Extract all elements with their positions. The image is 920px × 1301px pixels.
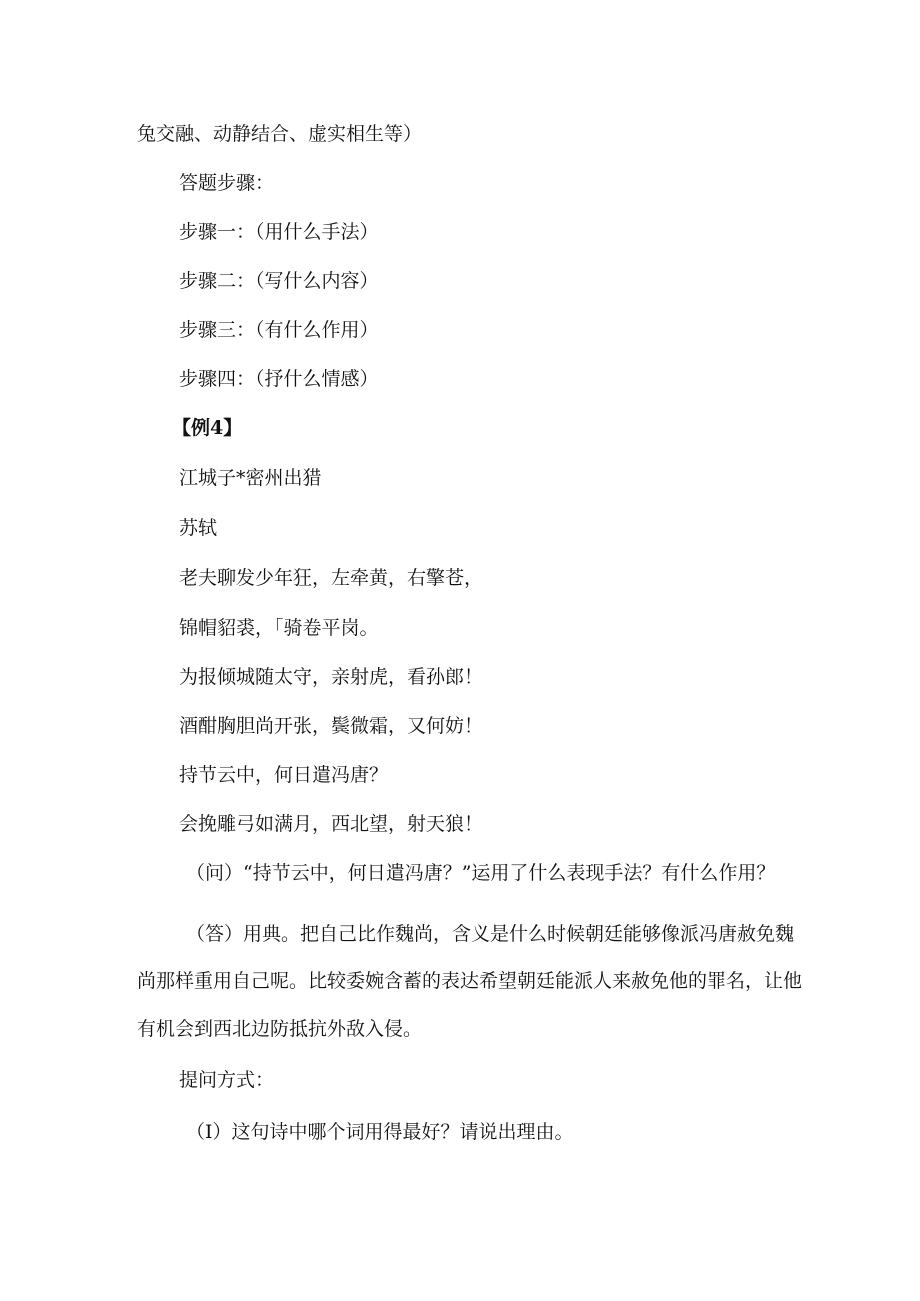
poem-line-4: 酒酣胸胆尚开张，鬓微霜，又何妨！ bbox=[179, 715, 484, 737]
ask-heading: 提问方式： bbox=[179, 1069, 275, 1091]
continuation-text: 兔交融、动静结合、虚实相生等） bbox=[137, 123, 423, 145]
answer-line-3: 有机会到西北边防抵抗外敌入侵。 bbox=[137, 1018, 423, 1040]
ask-item: （I）这句诗中哪个词用得最好？请说出理由。 bbox=[186, 1121, 574, 1143]
step-two: 步骤二：（写什么内容） bbox=[179, 270, 379, 292]
example-label: 【例4】 bbox=[172, 417, 243, 439]
step-one: 步骤一：（用什么手法） bbox=[179, 221, 379, 243]
steps-heading: 答题步骤： bbox=[179, 172, 275, 194]
poem-line-2: 锦帽貂裘，「骑卷平岗。 bbox=[179, 617, 379, 639]
answer-line-1: （答）用典。把自己比作魏尚，含义是什么时候朝廷能够像派冯唐赦免魏 bbox=[186, 923, 795, 945]
step-three: 步骤三：（有什么作用） bbox=[179, 319, 379, 341]
step-four: 步骤四：（抒什么情感） bbox=[179, 368, 379, 390]
question-text: （问）“持节云中，何日遣冯唐？”运用了什么表现手法？有什么作用？ bbox=[186, 862, 776, 884]
poem-author: 苏轼 bbox=[179, 517, 218, 539]
poem-line-3: 为报倾城随太守，亲射虎，看孙郎！ bbox=[179, 666, 484, 688]
answer-line-2: 尚那样重用自己呢。比较委婉含蓄的表达希望朝廷能派人来赦免他的罪名，让他 bbox=[137, 970, 803, 992]
poem-line-5: 持节云中，何日遣冯唐？ bbox=[179, 764, 389, 786]
poem-line-6: 会挽雕弓如满月，西北望，射天狼！ bbox=[179, 813, 484, 835]
poem-line-1: 老夫聊发少年狂，左牵黄，右擎苍， bbox=[179, 567, 484, 589]
poem-title: 江城子*密州出猎 bbox=[179, 467, 322, 489]
